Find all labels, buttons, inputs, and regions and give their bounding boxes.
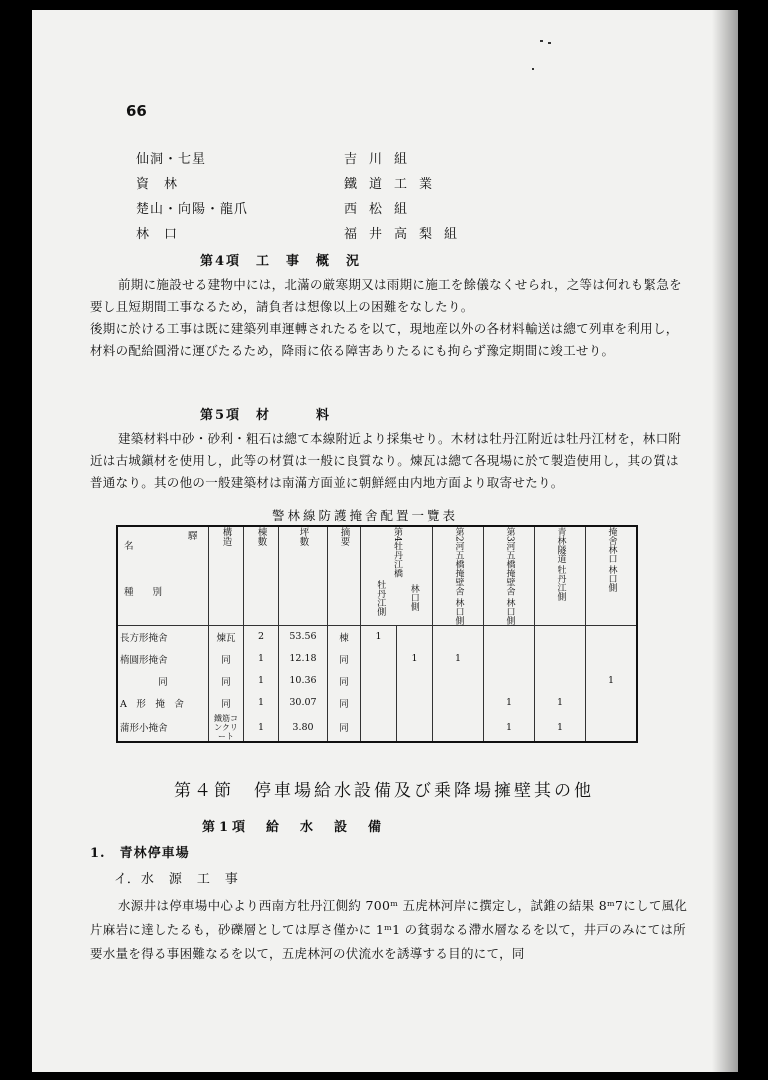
row-area: 3.80 bbox=[279, 714, 328, 742]
row-cell: 1 bbox=[433, 648, 484, 670]
row-cell bbox=[433, 714, 484, 742]
header-side-1a: 牡丹江側 bbox=[375, 579, 386, 616]
dust-speck bbox=[540, 40, 543, 42]
header-station-5: 掩舍林口 bbox=[606, 527, 617, 563]
contractor-name-4: 福井高梨組 bbox=[344, 227, 470, 242]
row-structure: 煉瓦 bbox=[209, 625, 244, 648]
header-area: 坪數 bbox=[297, 527, 309, 546]
table-row bbox=[117, 648, 637, 670]
header-side-2: 林口側 bbox=[453, 597, 464, 625]
row-cell: 1 bbox=[586, 670, 638, 692]
header-station-3: 第3河五橋掩壁舍 bbox=[504, 527, 515, 596]
header-corner-kind: 種 別 bbox=[124, 587, 163, 598]
row-area: 12.18 bbox=[279, 648, 328, 670]
row-count: 2 bbox=[244, 625, 279, 648]
row-kind: A 形 掩 舍 bbox=[120, 698, 184, 710]
row-cell bbox=[397, 625, 433, 648]
shelter-table bbox=[116, 525, 638, 743]
table-row bbox=[117, 625, 637, 648]
row-kind: 楕圓形掩舍 bbox=[120, 654, 168, 666]
row-cell bbox=[397, 670, 433, 692]
row-count: 1 bbox=[244, 670, 279, 692]
row-note: 同 bbox=[328, 714, 361, 742]
section-sub1: 1. 青林停車場 bbox=[90, 846, 190, 861]
row-note: 同 bbox=[328, 692, 361, 714]
document-page bbox=[32, 10, 738, 1072]
item4-paragraph-2: 後期に於ける工事は既に建築列車運轉されたるを以て，現地産以外の各材料輸送は總て列車を利用し，材料の配給圓滑に運びたるため，降雨に依る障害ありたるにも拘らず豫定期間に竣工せり。 bbox=[90, 321, 679, 358]
contractor-name-3: 西松組 bbox=[344, 202, 420, 217]
section-sub1a: イ．水 源 工 事 bbox=[114, 872, 239, 887]
item5-heading: 第5項 材 料 bbox=[200, 408, 332, 423]
row-note: 同 bbox=[328, 670, 361, 692]
row-cell: 1 bbox=[361, 625, 397, 648]
contractor-name-2: 鐵道工業 bbox=[344, 177, 445, 192]
header-count: 棟數 bbox=[255, 527, 267, 546]
row-count: 1 bbox=[244, 714, 279, 742]
row-cell bbox=[397, 714, 433, 742]
row-cell: 1 bbox=[535, 692, 586, 714]
row-cell bbox=[484, 625, 535, 648]
row-cell bbox=[361, 692, 397, 714]
row-cell bbox=[484, 670, 535, 692]
row-cell: 1 bbox=[484, 714, 535, 742]
row-cell bbox=[361, 714, 397, 742]
table-row bbox=[117, 714, 637, 742]
header-side-3: 林口側 bbox=[504, 597, 515, 625]
table-row bbox=[117, 670, 637, 692]
row-cell bbox=[433, 670, 484, 692]
header-station-2: 第2河五橋掩壁舍 bbox=[453, 527, 464, 596]
header-side-1b: 林口側 bbox=[408, 584, 419, 612]
header-station-4: 青林隧道 bbox=[555, 527, 566, 563]
row-cell bbox=[361, 670, 397, 692]
row-kind: 蒲形小掩舍 bbox=[120, 723, 168, 735]
row-structure: 同 bbox=[209, 648, 244, 670]
contractor-area-3: 楚山・向陽・龍爪 bbox=[136, 202, 249, 217]
header-station-1: 第4牡丹江橋 bbox=[392, 527, 402, 578]
row-note: 同 bbox=[328, 648, 361, 670]
dust-speck bbox=[532, 68, 534, 70]
table-header-row bbox=[117, 526, 637, 625]
row-cell bbox=[586, 648, 638, 670]
item4-paragraph-1: 前期に施設せる建物中には，北滿の厳寒期又は雨期に施工を餘儀なくせられ，之等は何れも緊急を要し且短期間工事なるため，請負者は想像以上の困難をなしたり。 bbox=[90, 277, 682, 314]
row-cell: 1 bbox=[397, 648, 433, 670]
row-cell bbox=[586, 714, 638, 742]
item4-heading: 第4項 工 事 概 況 bbox=[200, 254, 362, 269]
row-structure: 同 bbox=[209, 692, 244, 714]
row-note: 棟 bbox=[328, 625, 361, 648]
row-cell bbox=[433, 625, 484, 648]
contractor-area-1: 仙洞・七星 bbox=[136, 152, 207, 167]
row-cell bbox=[484, 648, 535, 670]
row-cell bbox=[433, 692, 484, 714]
contractor-area-4: 林 口 bbox=[136, 227, 179, 242]
row-cell: 1 bbox=[484, 692, 535, 714]
dust-speck bbox=[548, 42, 551, 44]
contractor-area-2: 資 林 bbox=[136, 177, 179, 192]
row-cell bbox=[535, 670, 586, 692]
row-cell bbox=[535, 648, 586, 670]
row-area: 10.36 bbox=[279, 670, 328, 692]
header-side-4: 牡丹江側 bbox=[555, 565, 566, 601]
page-number: 66 bbox=[126, 102, 147, 120]
table-row bbox=[117, 692, 637, 714]
row-cell bbox=[535, 625, 586, 648]
contractor-name-1: 吉川組 bbox=[344, 152, 420, 167]
header-corner-station: 驛 bbox=[188, 531, 198, 542]
header-corner bbox=[117, 526, 209, 625]
row-cell bbox=[586, 692, 638, 714]
row-structure: 鐵筋コンクリート bbox=[209, 714, 244, 742]
row-area: 30.07 bbox=[279, 692, 328, 714]
row-kind: 長方形掩舍 bbox=[120, 632, 168, 644]
table-caption: 警林線防護掩舍配置一覽表 bbox=[272, 508, 459, 523]
row-area: 53.56 bbox=[279, 625, 328, 648]
header-side-5: 林口側 bbox=[606, 565, 617, 592]
row-count: 1 bbox=[244, 692, 279, 714]
row-cell bbox=[361, 648, 397, 670]
row-cell bbox=[397, 692, 433, 714]
section-paragraph: 水源井は停車場中心より西南方牡丹江側約 700ᵐ 五虎林河岸に撰定し，試錐の結果 8ᵐ7にして風化片麻岩に達したるも，砂礫層としては厚さ僅かに 1ᵐ1 の貧弱なる滯水層なるを以て，井戸のみにては所要水量を得る事困難なるを以て，五虎林河の伏流水を誘導する目的にて，同 bbox=[90, 898, 688, 961]
row-structure: 同 bbox=[209, 670, 244, 692]
row-cell: 1 bbox=[535, 714, 586, 742]
header-corner-name: 名 bbox=[124, 541, 134, 552]
row-kind: 同 bbox=[158, 676, 168, 688]
row-count: 1 bbox=[244, 648, 279, 670]
section-item1: 第1項 給 水 設 備 bbox=[202, 820, 386, 835]
section-title: 第４節 停車場給水設備及び乗降場擁壁其の他 bbox=[174, 781, 594, 801]
header-structure: 構造 bbox=[220, 527, 232, 546]
row-cell bbox=[586, 625, 638, 648]
item5-paragraph: 建築材料中砂・砂利・粗石は總て本線附近より採集せり。木材は牡丹江附近は牡丹江材を，林口附近は古城鎭材を使用し，此等の材質は一般に良質なり。煉瓦は總て各現場に於て製造使用し，其の質は普通なり。其の他の一般建築材は南滿方面並に朝鮮經由内地方面より取寄せたり。 bbox=[90, 431, 682, 490]
header-note: 摘要 bbox=[338, 527, 350, 546]
